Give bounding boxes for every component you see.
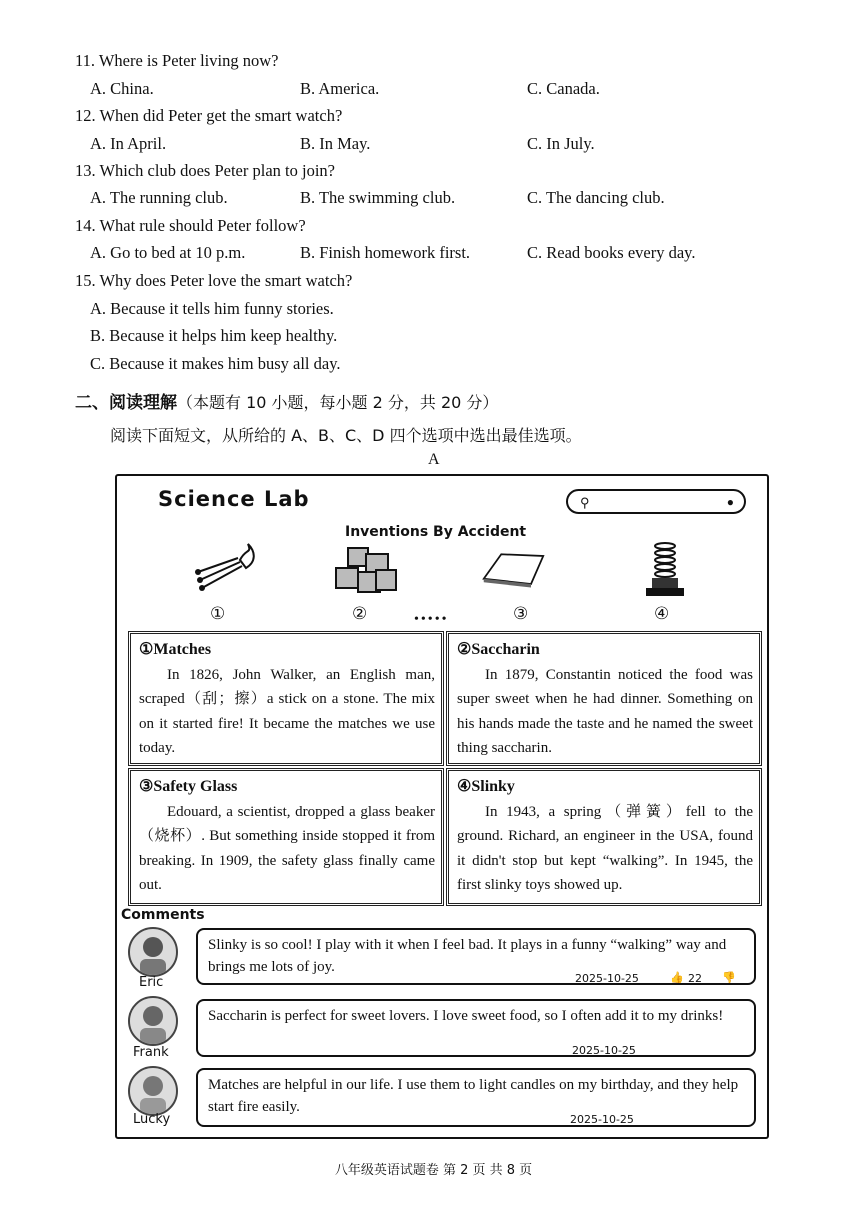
sugar-cubes-icon: [330, 540, 400, 600]
option-b: B. Because it helps him keep healthy.: [90, 326, 338, 345]
option-a: A. The running club.: [90, 188, 228, 207]
comment-bubble: [196, 1068, 756, 1127]
illustration-number-4: ④: [654, 604, 670, 623]
illustration-number-1: ①: [210, 604, 226, 623]
box-heading: ④Slinky: [457, 778, 515, 795]
option-a: A. Go to bed at 10 p.m.: [90, 243, 246, 262]
section-instruction: 阅读下面短文，从所给的 A、B、C、D 四个选项中选出最佳选项。: [110, 426, 582, 445]
option-b: B. The swimming club.: [300, 188, 456, 207]
illustration-number-2: ②: [352, 604, 368, 623]
option-a: A. In April.: [90, 134, 167, 153]
box-heading: ③Safety Glass: [139, 778, 238, 795]
comments-label: Comments: [121, 907, 205, 923]
spring-icon: [630, 540, 700, 600]
option-a: A. Because it tells him funny stories.: [90, 299, 334, 318]
glass-pane-icon: [475, 540, 545, 600]
option-c: C. The dancing club.: [527, 188, 665, 207]
box-matches: [128, 631, 444, 766]
section-title: 二、阅读理解: [75, 393, 177, 413]
comment-date: 2025-10-25: [570, 1113, 634, 1126]
question-stem: 15. Why does Peter love the smart watch?: [75, 271, 353, 290]
commenter-name: Eric: [139, 975, 164, 990]
thumbs-up-icon[interactable]: 👍: [670, 971, 684, 984]
card-title: Science Lab: [158, 487, 310, 511]
box-heading: ②Saccharin: [457, 641, 540, 658]
comment-text: Matches are helpful in our life. I use them to light candles on my birthday, and they help start fire easily.: [208, 1077, 739, 1115]
question-stem: 11. Where is Peter living now?: [75, 51, 279, 70]
question-stem: 14. What rule should Peter follow?: [75, 216, 306, 235]
avatar: [128, 996, 178, 1046]
option-c: C. In July.: [527, 134, 595, 153]
microphone-icon[interactable]: ●: [726, 495, 734, 509]
comment-bubble: [196, 999, 756, 1057]
question-stem: 12. When did Peter get the smart watch?: [75, 106, 343, 125]
option-c: C. Because it makes him busy all day.: [90, 354, 341, 373]
commenter-name: Frank: [133, 1045, 169, 1060]
like-count: 22: [688, 972, 702, 985]
question-stem: 13. Which club does Peter plan to join?: [75, 161, 335, 180]
comment-date: 2025-10-25: [575, 972, 639, 985]
comment-bubble: [196, 928, 756, 985]
option-b: B. Finish homework first.: [300, 243, 471, 262]
search-icon[interactable]: ⚲: [580, 495, 590, 510]
search-bar[interactable]: [566, 489, 746, 514]
box-saccharin: [446, 631, 762, 766]
avatar: [128, 1066, 178, 1116]
comment-date: 2025-10-25: [572, 1044, 636, 1057]
card-subtitle: Inventions By Accident: [345, 524, 527, 540]
option-c: C. Read books every day.: [527, 243, 696, 262]
box-text: In 1943, a spring（弹簧）fell to the ground. Richard, an engineer in the USA, found it didn't stop but kept “walking”. In 1945, the first slinky toys showed up.: [457, 803, 753, 893]
illustration-number-3: ③: [513, 604, 529, 623]
section-subtitle: （本题有 10 小题，每小题 2 分，共 20 分）: [177, 393, 499, 412]
box-slinky: [446, 768, 762, 906]
page-footer: 八年级英语试题卷 第 2 页 共 8 页: [334, 1163, 533, 1178]
carousel-dots: •••••: [414, 612, 449, 627]
option-a: A. China.: [90, 79, 154, 98]
box-text: In 1879, Constantin noticed the food was super sweet when he had dinner. Something on his hands made the taste and he named the sweet thing saccharin.: [457, 666, 753, 756]
option-c: C. Canada.: [527, 79, 600, 98]
box-text: In 1826, John Walker, an English man, scraped（刮；擦）a stick on a stone. The mix on it started fire! It became the matches we use today.: [139, 666, 435, 756]
box-safety-glass: [128, 768, 444, 906]
thumbs-down-icon[interactable]: 👎: [722, 971, 736, 984]
option-b: B. In May.: [300, 134, 371, 153]
comment-text: Slinky is so cool! I play with it when I feel bad. It plays in a funny “walking” way and brings me lots of joy.: [208, 937, 727, 975]
matches-icon: [190, 540, 260, 600]
box-text: Edouard, a scientist, dropped a glass beaker（烧杯）. But something inside stopped it from breaking. In 1909, the safety glass finally came out.: [139, 803, 435, 893]
section-heading: [75, 388, 498, 413]
option-b: B. America.: [300, 79, 380, 98]
avatar: [128, 927, 178, 977]
box-heading: ①Matches: [139, 641, 212, 658]
commenter-name: Lucky: [133, 1112, 171, 1127]
passage-letter: A: [428, 451, 440, 468]
comment-text: Saccharin is perfect for sweet lovers. I love sweet food, so I often add it to my drinks!: [208, 1008, 724, 1024]
